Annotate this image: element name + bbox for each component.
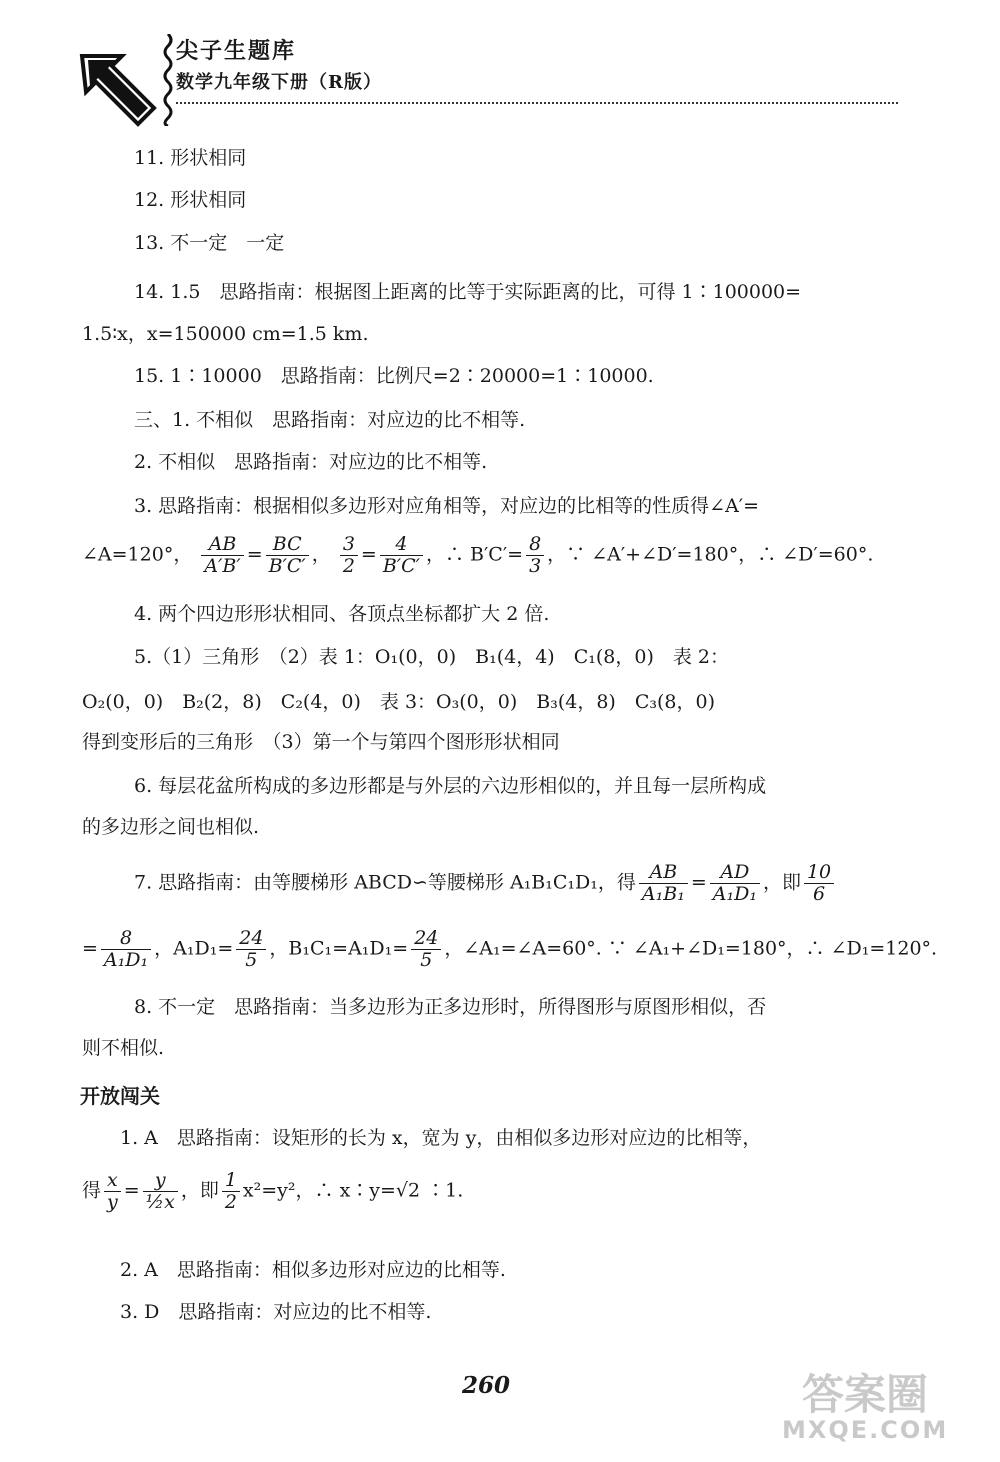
- numerator: 1: [222, 1170, 240, 1192]
- answer-15: 15. 1∶10000 思路指南：比例尺=2∶20000=1∶10000.: [134, 365, 654, 387]
- open-answer-1-line2: [82, 1170, 463, 1213]
- numerator: 8: [101, 928, 151, 950]
- text-segment: ∠A=120°，: [82, 543, 193, 566]
- text-segment: ，即: [180, 1179, 219, 1202]
- section3-answer-5-line1: 5.（1）三角形 （2）表 1：O₁(0，0) B₁(4，4) C₁(8，0) 表 2：: [134, 646, 729, 668]
- fraction: [236, 928, 266, 971]
- numerator: BC: [266, 534, 309, 556]
- numerator: 24: [236, 928, 266, 950]
- section3-answer-8-line1: 8. 不一定 思路指南：当多边形为正多边形时，所得图形与原图形相似，否: [134, 996, 767, 1018]
- section3-answer-3-line2: [82, 534, 873, 577]
- text-segment: 7. 思路指南：由等腰梯形 ABCD∽等腰梯形 A₁B₁C₁D₁，得: [134, 871, 636, 894]
- fraction: [266, 534, 309, 577]
- numerator: AB: [639, 862, 688, 884]
- denominator: A′B′: [204, 554, 241, 577]
- denominator: B′C′: [382, 554, 420, 577]
- numerator: AD: [710, 862, 760, 884]
- denominator: 2: [224, 1190, 237, 1213]
- answer-13: 13. 不一定 一定: [134, 232, 285, 254]
- text-segment: ，∴ B′C′=: [425, 543, 524, 566]
- text-segment: ，即: [762, 871, 801, 894]
- text-segment: ，A₁D₁=: [154, 937, 234, 960]
- fraction: [804, 862, 834, 905]
- denominator: 3: [529, 554, 542, 577]
- section3-answer-5-line2: O₂(0，0) B₂(2，8) C₂(4，0) 表 3：O₃(0，0) B₃(4，8) C₃(8，0): [82, 691, 715, 713]
- section3-answer-4: 4. 两个四边形形状相同、各顶点坐标都扩大 2 倍.: [134, 603, 550, 625]
- header-dotted-rule: [176, 102, 898, 104]
- numerator: 8: [526, 534, 544, 556]
- answer-14-line2: 1.5∶x，x=150000 cm=1.5 km.: [82, 323, 369, 345]
- numerator: AB: [201, 534, 243, 556]
- equals-sign: =: [82, 937, 98, 960]
- section3-answer-3-line1: 3. 思路指南：根据相似多边形对应角相等，对应边的比相等的性质得∠A′=: [134, 495, 760, 517]
- equals-sign: =: [360, 543, 377, 566]
- denominator: B′C′: [268, 554, 306, 577]
- equals-sign: =: [246, 543, 263, 566]
- denominator: 6: [813, 882, 826, 905]
- watermark-logo-text: 答案圈: [802, 1370, 929, 1419]
- text-segment: ，B₁C₁=A₁D₁=: [269, 937, 409, 960]
- equals-sign: =: [690, 871, 707, 894]
- answer-12: 12. 形状相同: [134, 189, 247, 211]
- answer-14-line1: 14. 1.5 思路指南：根据图上距离的比等于实际距离的比，可得 1∶100000=: [134, 281, 802, 303]
- fraction: [104, 1170, 121, 1213]
- fraction: [639, 862, 688, 905]
- section3-answer-7-line1: [134, 862, 837, 905]
- numerator: 4: [380, 534, 423, 556]
- denominator: A₁B₁: [641, 882, 685, 905]
- numerator: y: [143, 1170, 178, 1192]
- section3-answer-8-line2: 则不相似.: [82, 1037, 165, 1059]
- denominator: A₁D₁: [712, 882, 757, 905]
- denominator: 2: [342, 554, 355, 577]
- page-number: 260: [462, 1372, 511, 1399]
- denominator: 5: [420, 948, 433, 971]
- fraction: [340, 534, 358, 577]
- denominator: ½x: [145, 1190, 175, 1213]
- watermark-url: MXQE.COM: [782, 1416, 949, 1444]
- fraction: [222, 1170, 240, 1213]
- numerator: 24: [411, 928, 441, 950]
- book-title: 尖子生题库: [176, 38, 297, 64]
- text-segment: ，∠A₁=∠A=60°. ∵ ∠A₁+∠D₁=180°，∴ ∠D₁=120°.: [444, 937, 938, 960]
- numerator: 10: [804, 862, 834, 884]
- denominator: 5: [245, 948, 258, 971]
- fraction: [526, 534, 544, 577]
- section3-answer-1: 三、1. 不相似 思路指南：对应边的比不相等.: [134, 409, 526, 431]
- watermark: [762, 1362, 992, 1452]
- fraction: [143, 1170, 178, 1213]
- numerator: x: [104, 1170, 121, 1192]
- fraction: [201, 534, 243, 577]
- numerator: 3: [340, 534, 358, 556]
- open-answer-3: 3. D 思路指南：对应边的比不相等.: [120, 1301, 432, 1323]
- equals-sign: =: [123, 1179, 140, 1202]
- fraction: [380, 534, 423, 577]
- arrow-icon: [78, 50, 158, 130]
- section3-answer-5-line3: 得到变形后的三角形 （3）第一个与第四个图形形状相同: [82, 731, 560, 753]
- fraction: [411, 928, 441, 971]
- section3-answer-6-line2: 的多边形之间也相似.: [82, 816, 260, 838]
- text-segment: ，: [311, 543, 331, 566]
- answer-11: 11. 形状相同: [134, 147, 247, 169]
- text-segment: x²=y²，∴ x∶y=√2 ∶1.: [242, 1179, 464, 1202]
- book-subtitle: 数学九年级下册（R版）: [176, 72, 382, 93]
- denominator: y: [107, 1190, 118, 1213]
- book-header: [78, 28, 908, 128]
- denominator: A₁D₁: [103, 948, 149, 971]
- section3-answer-2: 2. 不相似 思路指南：对应边的比不相等.: [134, 451, 488, 473]
- wavy-divider-icon: [160, 34, 176, 126]
- section3-answer-6-line1: 6. 每层花盆所构成的多边形都是与外层的六边形相似的，并且每一层所构成: [134, 775, 767, 797]
- text-segment: 得: [82, 1179, 102, 1202]
- fraction: [710, 862, 760, 905]
- section3-answer-7-line2: [82, 928, 937, 971]
- open-challenge-heading: 开放闯关: [80, 1084, 160, 1108]
- open-answer-2: 2. A 思路指南：相似多边形对应边的比相等.: [120, 1259, 506, 1281]
- fraction: [101, 928, 151, 971]
- open-answer-1-line1: 1. A 思路指南：设矩形的长为 x，宽为 y，由相似多边形对应边的比相等，: [120, 1127, 762, 1149]
- text-segment: ，∵ ∠A′+∠D′=180°，∴ ∠D′=60°.: [547, 543, 874, 566]
